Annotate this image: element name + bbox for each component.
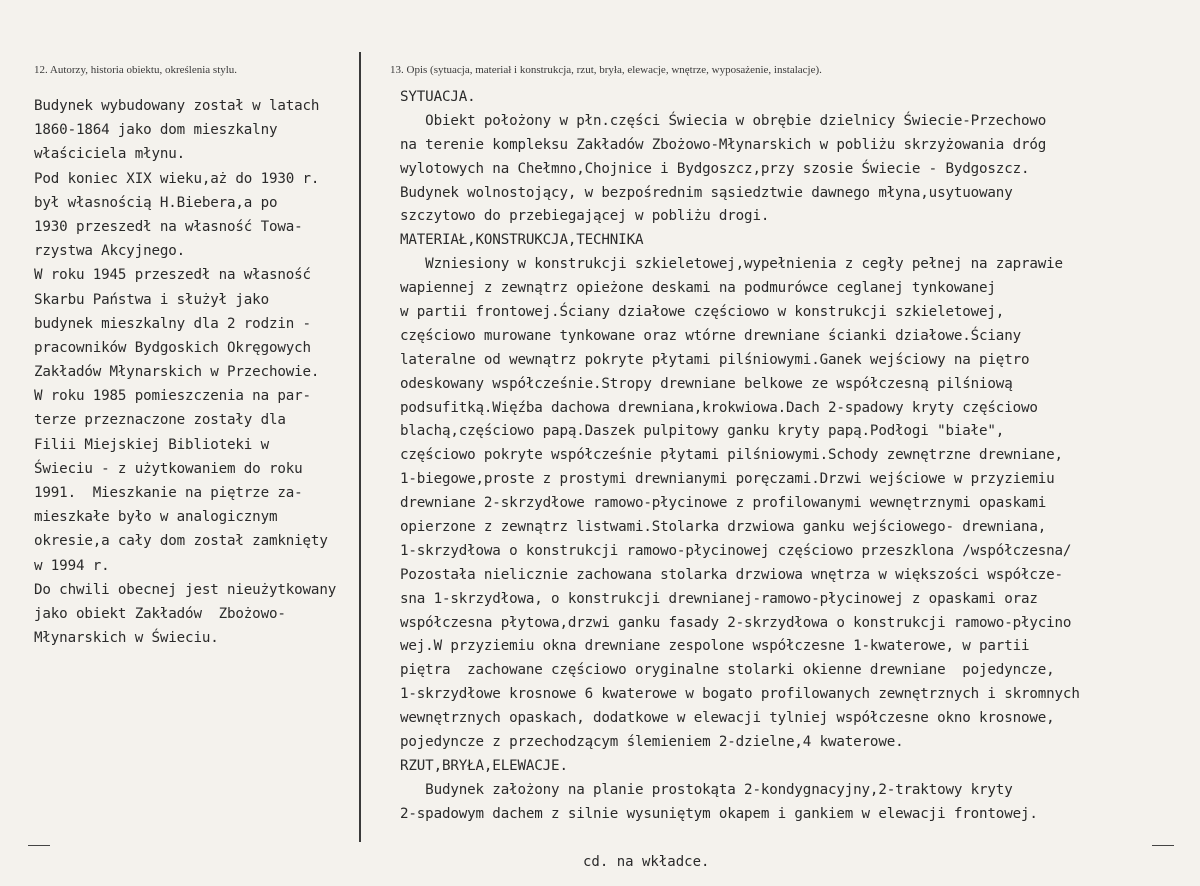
description-line: 1-biegowe,proste z prostymi drewnianymi poręczami.Drzwi wejściowe w przyziemiu <box>400 471 1055 488</box>
description-line: 1-skrzydłowa o konstrukcji ramowo-płycinowej częściowo przeszklona /współczesna/ <box>400 542 1072 559</box>
left-column-header: 12. Autorzy, historia obiektu, określenia stylu. <box>34 64 238 76</box>
history-line: terze przeznaczone zostały dla <box>34 412 286 429</box>
description-line: Budynek założony na planie prostokąta 2-kondygnacyjny,2-traktowy kryty <box>400 781 1013 798</box>
description-line: częściowo murowane tynkowane oraz wtórne drewniane ścianki działowe.Ściany <box>400 327 1021 344</box>
history-line: był własnością H.Biebera,a po <box>34 194 278 211</box>
description-line: piętra zachowane częściowo oryginalne stolarki okienne drewniane pojedyncze, <box>400 662 1055 679</box>
description-line: podsufitką.Więźba dachowa drewniana,krokwiowa.Dach 2-spadowy kryty częściowo <box>400 399 1038 416</box>
history-line: W roku 1985 pomieszczenia na par- <box>34 388 311 405</box>
description-line: wylotowych na Chełmno,Chojnice i Bydgoszcz,przy szosie Świecie - Bydgoszcz. <box>400 160 1030 177</box>
history-line: Filii Miejskiej Biblioteki w <box>34 436 269 453</box>
history-line: w 1994 r. <box>34 557 110 574</box>
history-line: Zakładów Młynarskich w Przechowie. <box>34 364 320 381</box>
description-line: Budynek wolnostojący, w bezpośrednim sąsiedztwie dawnego młyna,usytuowany <box>400 184 1013 201</box>
description-line: na terenie kompleksu Zakładów Zbożowo-Młynarskich w pobliżu skrzyżowania dróg <box>400 136 1047 153</box>
history-line: W roku 1945 przeszedł na własność <box>34 267 311 284</box>
bottom-right-rule <box>1152 845 1174 846</box>
history-line: Skarbu Państwa i służył jako <box>34 291 269 308</box>
history-line: właściciela młynu. <box>34 146 186 163</box>
description-text <box>400 86 1200 827</box>
description-line: wej.W przyziemiu okna drewniane zespolone współczesne 1-kwaterowe, w partii <box>400 638 1030 655</box>
history-line: rzystwa Akcyjnego. <box>34 243 186 260</box>
description-line: sna 1-skrzydłowa, o konstrukcji drewnianej-ramowo-płycinowej z opaskami oraz <box>400 590 1038 607</box>
description-line: w partii frontowej.Ściany działowe częściowo w konstrukcji szkieletowej, <box>400 304 1005 321</box>
description-line: szczytowo do przebiegającej w pobliżu drogi. <box>400 208 770 225</box>
description-line: SYTUACJA. <box>400 89 476 105</box>
description-line: blachą,częściowo papą.Daszek pulpitowy ganku kryty papą.Podłogi "białe", <box>400 423 1005 440</box>
history-line: 1991. Mieszkanie na piętrze za- <box>34 485 303 501</box>
description-line: odeskowany współcześnie.Stropy drewniane belkowe ze współczesną pilśniową <box>400 375 1013 392</box>
description-line: RZUT,BRYŁA,ELEWACJE. <box>400 757 568 774</box>
description-line: pojedyncze z przechodzącym ślemieniem 2-dzielne,4 kwaterowe. <box>400 734 904 751</box>
description-line: częściowo pokryte współcześnie płytami pilśniowymi.Schody zewnętrzne drewniane, <box>400 447 1063 464</box>
history-line: mieszkałe było w analogicznym <box>34 509 278 526</box>
description-line: lateralne od wewnątrz pokryte płytami pilśniowymi.Ganek wejściowy na piętro <box>400 351 1030 368</box>
history-line: pracowników Bydgoskich Okręgowych <box>34 339 311 356</box>
description-line: 2-spadowym dachem z silnie wysuniętym okapem i gankiem w elewacji frontowej. <box>400 805 1038 822</box>
description-line: drewniane 2-skrzydłowe ramowo-płycinowe z profilowanymi wewnętrznymi opaskami <box>400 495 1047 512</box>
history-line: okresie,a cały dom został zamknięty <box>34 533 328 550</box>
history-line: Do chwili obecnej jest nieużytkowany <box>34 581 337 598</box>
right-column-header: 13. Opis (sytuacja, materiał i konstrukcja, rzut, bryła, elewacje, wnętrze, wyposażenie, instalacje). <box>390 64 822 76</box>
continuation-note: cd. na wkładce. <box>583 854 710 870</box>
description-line: Wzniesiony w konstrukcji szkieletowej,wypełnienia z cegły pełnej na zaprawie <box>400 256 1063 273</box>
description-line: Pozostała nielicznie zachowana stolarka drzwiowa wnętrza w większości współcze- <box>400 566 1063 583</box>
description-line: Obiekt położony w płn.części Świecia w obrębie dzielnicy Świecie-Przechowo <box>400 112 1047 129</box>
history-line: jako obiekt Zakładów Zbożowo- <box>34 605 286 622</box>
history-line: Świeciu - z użytkowaniem do roku <box>34 460 303 477</box>
description-line: wewnętrznych opaskach, dodatkowe w elewacji tylniej współczesne okno krosnowe, <box>400 710 1055 727</box>
history-line: 1860-1864 jako dom mieszkalny <box>34 122 278 139</box>
description-line: wapiennej z zewnątrz opieżone deskami na podmurówce ceglanej tynkowanej <box>400 280 996 297</box>
history-line: Budynek wybudowany został w latach <box>34 98 320 114</box>
history-line: 1930 przeszedł na własność Towa- <box>34 218 303 235</box>
description-line: 1-skrzydłowe krosnowe 6 kwaterowe w bogato profilowanych zewnętrznych i skromnych <box>400 686 1080 703</box>
bottom-left-rule <box>28 845 50 846</box>
description-line: opierzone z zewnątrz listwami.Stolarka drzwiowa ganku wejściowego- drewniana, <box>400 519 1047 536</box>
description-line: współczesna płytowa,drzwi ganku fasady 2-skrzydłowa o konstrukcji ramowo-płycino <box>400 614 1072 631</box>
history-line: budynek mieszkalny dla 2 rodzin - <box>34 315 311 332</box>
history-text <box>34 94 384 650</box>
description-line: MATERIAŁ,KONSTRUKCJA,TECHNIKA <box>400 232 644 249</box>
history-line: Pod koniec XIX wieku,aż do 1930 r. <box>34 170 320 187</box>
history-line: Młynarskich w Świeciu. <box>34 630 219 647</box>
